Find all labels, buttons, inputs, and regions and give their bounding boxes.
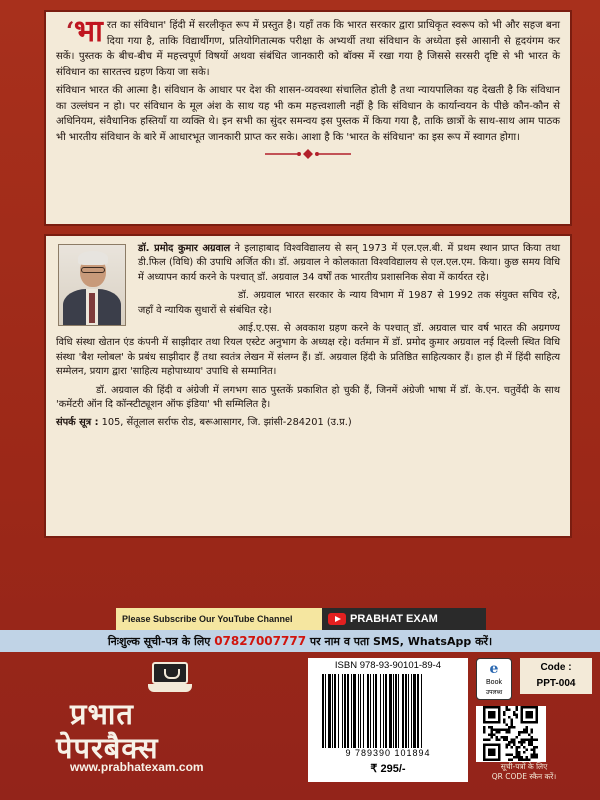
price: ₹ 295/- <box>370 763 406 775</box>
author-paragraph-1 <box>56 242 560 285</box>
author-bio-panel <box>44 234 572 538</box>
youtube-subscribe-strip <box>116 608 486 630</box>
description-paragraph-1 <box>56 14 560 80</box>
ebook-badge <box>476 658 512 700</box>
author-contact <box>56 416 560 430</box>
code-value: PPT-004 <box>536 678 576 689</box>
author-paragraph-1-text: ने इलाहाबाद विश्वविद्यालय से सन् 1973 में एल.एल.बी. में प्रथम स्थान प्राप्त किया तथा डी.फिल (विधि) की उपाधि अर्जित की। डॉ. अग्रवाल ने कोलकाता विश्वविद्यालय से एल.एल.एम. किया। कुछ समय विधि में अध्यापन कार्य करने के पश्चात् डॉ. अग्रवाल 34 वर्षों तक भारतीय प्रशासनिक सेवा में कार्यरत रहे। <box>138 243 560 283</box>
publisher-website: www.prabhatexam.com <box>70 760 204 774</box>
barcode-panel <box>308 658 468 782</box>
opening-quote-mark: ‘ <box>66 16 75 45</box>
author-photo <box>58 244 126 326</box>
book-description-panel <box>44 10 572 226</box>
isbn: ISBN 978-93-90101-89-4 <box>334 660 442 671</box>
code-label: Code : <box>540 662 572 673</box>
qr-caption-line-1: सूची-पत्रों के लिए <box>500 762 548 771</box>
publisher-name-line-1: प्रभात <box>70 697 134 731</box>
author-paragraph-3: आई.ए.एस. से अवकाश ग्रहण करने के पश्चात् डॉ. अग्रवाल चार वर्ष भारत की अग्रगण्य विधि संस्था खेतान एंड कंपनी में साझीदार तथा रियल एस्टेट अनुभाग के अध्यक्ष रहे। वर्तमान में डॉ. प्रमोद कुमार अग्रवाल नई दिल्ली स्थित विधि संस्था 'बैश ग्लोबल' के प्रबंध साझीदार हैं तथा स्वतंत्र लेखन में संलग्न हैं। डॉ. अग्रवाल हिंदी के प्रतिष्ठित साहित्यकार हैं। हाल ही में हिंदी साहित्य सम्मेलन, प्रयाग द्वारा 'साहित्य महोपाध्याय' उपाधि से सम्मानित। <box>56 323 560 378</box>
youtube-channel-badge <box>322 608 486 630</box>
product-code <box>520 658 592 694</box>
free-catalog-strip <box>0 630 600 652</box>
description-paragraph-1-text: रत का संविधान' हिंदी में सरलीकृत रूप में प्रस्तुत है। यहाँ तक कि भारत सरकार द्वारा प्राधिकृत स्वरूप को भी और सहज बना दिया गया है, ताकि विद्यार्थीगण, प्रतियोगितात्मक परीक्षा के अभ्यर्थी तथा संविधान के अध्येता इसे आसानी से हृदयंगम कर सकें। पुस्तक के बीच-बीच में महत्त्वपूर्ण विषयों अथवा संबंधित जानकारी को बॉक्स में रखा गया है जिससे सरसरी दृष्टि से भी भारत के संविधान का सारतत्त्व ग्रहण किया जा सके। <box>56 20 560 78</box>
ornament-icon <box>263 148 353 160</box>
barcode-icon <box>320 674 456 748</box>
qr-code-icon[interactable] <box>476 706 546 762</box>
description-paragraph-2: संविधान भारत की आत्मा है। संविधान के आधार पर देश की शासन-व्यवस्था संचालित होती है तथा न्यायपालिका यह देखती है कि संविधान का उल्लंघन न हो। पर संविधान के मूल अंश के साथ यह भी कम महत्त्वशाली नहीं है कि संविधान के कार्यान्वयन के पीछे कौन-कौन से अधिनियम, संवैधानिक हस्तियाँ या व्यक्ति थे। इन सभी का सुंदर समन्वय इस पुस्तक में किया गया है, ताकि छात्रों के साथ-साथ आम पाठक भी भारतीय संविधान के बारे में आधारभूत जानकारी प्राप्त कर सके। आशा है कि 'भारत के संविधान' का इस रूप में स्वागत होगा। <box>56 85 560 143</box>
author-paragraph-4: डॉ. अग्रवाल की हिंदी व अंग्रेजी में लगभग साठ पुस्तकें प्रकाशित हो चुकी हैं, जिनमें अंग्रेजी भाषा में डॉ. के.एन. चतुर्वेदी के साथ 'कमेंटरी ऑन दि कॉन्स्टीट्यूशन ऑफ इंडिया' भी सम्मिलित है। <box>56 384 560 411</box>
ebook-label: Book <box>486 679 502 686</box>
ornament-divider <box>56 148 560 163</box>
contact-address: 105, सेंतूलाल सर्राफ रोड, बरूआसागर, जि. झांसी-284201 (उ.प्र.) <box>101 417 352 429</box>
qr-caption <box>474 762 574 782</box>
publisher-logo-icon <box>148 660 192 694</box>
ebook-availability: उपलब्ध <box>485 690 503 696</box>
catalog-phone: 07827007777 <box>214 634 307 648</box>
channel-name: PRABHAT EXAM <box>350 613 438 625</box>
author-name: डॉ. प्रमोद कुमार अग्रवाल <box>138 243 231 254</box>
subscribe-text: Please Subscribe Our YouTube Channel <box>116 608 322 630</box>
barcode-digits: 9 789390 101894 <box>345 748 431 758</box>
youtube-icon <box>328 613 346 625</box>
catalog-text-before: निःशुल्क सूची-पत्र के लिए <box>107 635 211 648</box>
catalog-text-after: पर नाम व पता SMS, WhatsApp करें। <box>309 635 493 648</box>
ebook-icon: e <box>489 661 499 677</box>
contact-label: संपर्क सूत्र : <box>56 417 99 429</box>
qr-caption-line-2: QR CODE स्कैन करें। <box>491 772 557 781</box>
author-paragraph-2: डॉ. अग्रवाल भारत सरकार के न्याय विभाग में 1987 से 1992 तक संयुक्त सचिव रहे, जहाँ वे न्यायिक सुधारों से संबंधित रहे। <box>138 290 560 316</box>
drop-cap: भा <box>74 14 103 49</box>
publisher-name-line-2: पेपरबैक्स <box>56 731 159 765</box>
